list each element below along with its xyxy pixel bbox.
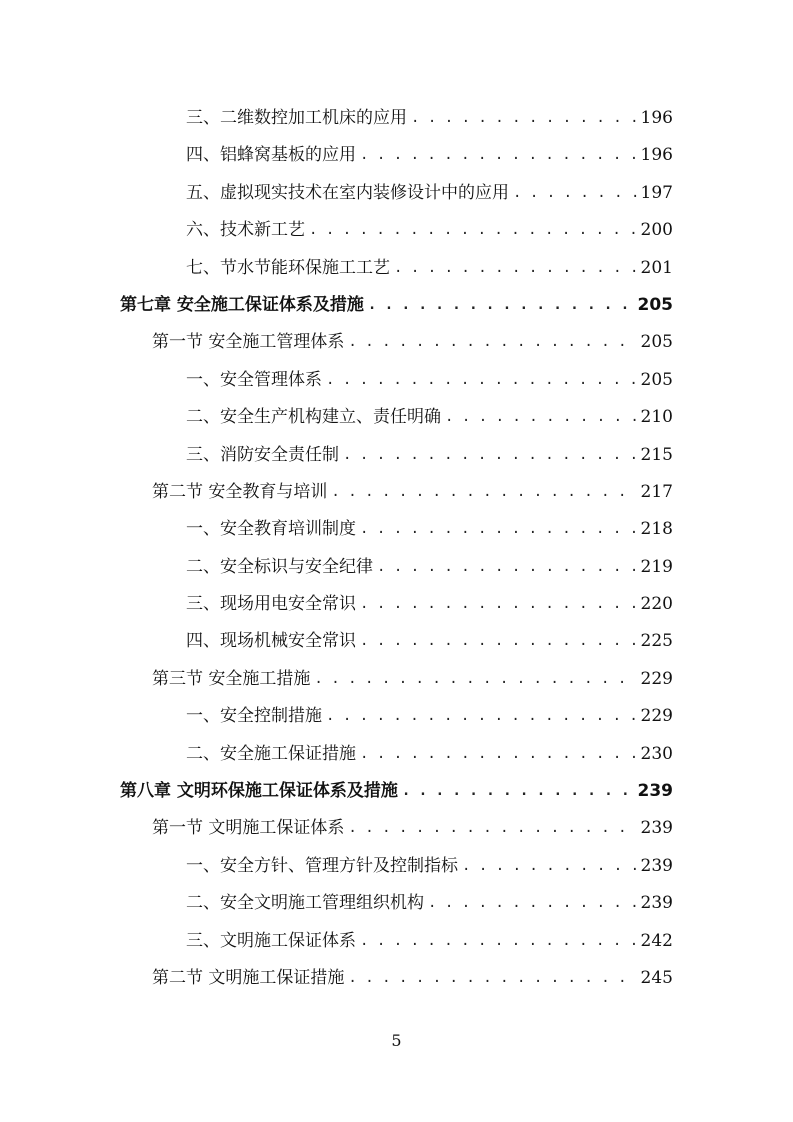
toc-entry-page: 229 (640, 668, 673, 689)
toc-entry[interactable] (0, 437, 793, 474)
table-of-contents (0, 100, 793, 997)
toc-entry[interactable] (0, 511, 793, 548)
toc-entry[interactable] (0, 661, 793, 698)
toc-entry-label: 二、安全标识与安全纪律 (186, 556, 373, 577)
toc-entry-page: 239 (640, 818, 673, 839)
toc-entry-label: 第一节 安全施工管理体系 (152, 332, 345, 353)
toc-entry-page: 215 (640, 444, 673, 465)
toc-entry[interactable] (0, 549, 793, 586)
toc-entry-label: 三、消防安全责任制 (186, 444, 339, 465)
toc-entry[interactable] (0, 885, 793, 922)
toc-entry[interactable] (0, 287, 793, 324)
toc-entry[interactable] (0, 399, 793, 436)
toc-leader-dots (331, 474, 636, 511)
toc-entry-page: 220 (640, 594, 673, 615)
toc-entry[interactable] (0, 250, 793, 287)
toc-entry-label: 第二节 安全教育与培训 (152, 481, 328, 502)
toc-leader-dots (360, 511, 637, 548)
toc-leader-dots (360, 586, 637, 623)
toc-entry[interactable] (0, 137, 793, 174)
toc-entry[interactable] (0, 474, 793, 511)
toc-entry-label: 一、安全方针、管理方针及控制指标 (186, 855, 458, 876)
toc-entry[interactable] (0, 923, 793, 960)
toc-leader-dots (309, 212, 637, 249)
toc-leader-dots (314, 661, 636, 698)
toc-entry-label: 六、技术新工艺 (186, 220, 305, 241)
toc-leader-dots (360, 137, 637, 174)
toc-leader-dots (513, 175, 637, 212)
toc-leader-dots (360, 923, 637, 960)
toc-entry-page: 239 (640, 893, 673, 914)
toc-entry-page: 200 (640, 220, 673, 241)
toc-leader-dots (411, 100, 637, 137)
toc-entry-label: 五、虚拟现实技术在室内装修设计中的应用 (186, 182, 509, 203)
toc-leader-dots (348, 960, 636, 997)
toc-entry-label: 四、铝蜂窝基板的应用 (186, 145, 356, 166)
toc-entry-label: 七、节水节能环保施工工艺 (186, 257, 390, 278)
toc-entry[interactable] (0, 175, 793, 212)
toc-entry-label: 第八章 文明环保施工保证体系及措施 (120, 781, 398, 802)
toc-entry[interactable] (0, 698, 793, 735)
toc-entry-label: 一、安全管理体系 (186, 369, 322, 390)
toc-entry-label: 第七章 安全施工保证体系及措施 (120, 294, 364, 315)
toc-entry[interactable] (0, 362, 793, 399)
toc-entry[interactable] (0, 848, 793, 885)
toc-entry-page: 197 (640, 182, 673, 203)
toc-leader-dots (360, 623, 637, 660)
toc-leader-dots (348, 324, 636, 361)
toc-entry-page: 225 (640, 631, 673, 652)
toc-entry-label: 一、安全教育培训制度 (186, 519, 356, 540)
toc-leader-dots (343, 437, 637, 474)
page-number: 5 (391, 1031, 402, 1050)
toc-entry-page: 217 (640, 481, 673, 502)
toc-entry-label: 三、二维数控加工机床的应用 (186, 108, 407, 128)
toc-entry-label: 三、现场用电安全常识 (186, 594, 356, 615)
toc-entry-page: 210 (640, 407, 673, 428)
toc-entry-page: 201 (640, 257, 673, 278)
toc-entry[interactable] (0, 736, 793, 773)
toc-entry-label: 一、安全控制措施 (186, 706, 322, 727)
toc-leader-dots (445, 399, 637, 436)
toc-entry-page: 229 (640, 706, 673, 727)
toc-entry[interactable] (0, 773, 793, 810)
toc-leader-dots (462, 848, 637, 885)
toc-leader-dots (368, 287, 634, 324)
toc-entry[interactable] (0, 810, 793, 847)
toc-entry-label: 四、现场机械安全常识 (186, 631, 356, 652)
toc-entry[interactable] (0, 324, 793, 361)
toc-entry-label: 第二节 文明施工保证措施 (152, 967, 345, 988)
toc-entry-label: 三、文明施工保证体系 (186, 930, 356, 951)
toc-entry[interactable] (0, 960, 793, 997)
toc-leader-dots (428, 885, 637, 922)
toc-leader-dots (326, 362, 637, 399)
toc-entry-label: 第一节 文明施工保证体系 (152, 818, 345, 839)
toc-entry-page: 239 (640, 855, 673, 876)
toc-leader-dots (377, 549, 637, 586)
toc-entry[interactable] (0, 586, 793, 623)
toc-entry-label: 二、安全生产机构建立、责任明确 (186, 407, 441, 428)
toc-entry-page: 205 (640, 332, 673, 353)
toc-entry-label: 二、安全文明施工管理组织机构 (186, 893, 424, 914)
toc-entry-page: 245 (640, 967, 673, 988)
toc-entry[interactable] (0, 100, 793, 137)
toc-entry-page: 230 (640, 743, 673, 764)
toc-entry-page: 219 (640, 556, 673, 577)
toc-leader-dots (402, 773, 634, 810)
toc-leader-dots (348, 810, 636, 847)
toc-leader-dots (326, 698, 637, 735)
toc-entry-label: 二、安全施工保证措施 (186, 743, 356, 764)
toc-entry-page: 242 (640, 930, 673, 951)
toc-entry-page: 196 (640, 108, 673, 128)
toc-entry-label: 第三节 安全施工措施 (152, 668, 311, 689)
toc-entry[interactable] (0, 623, 793, 660)
toc-entry-page: 196 (640, 145, 673, 166)
toc-leader-dots (360, 736, 637, 773)
toc-entry-page: 239 (637, 781, 673, 802)
toc-entry[interactable] (0, 212, 793, 249)
toc-leader-dots (394, 250, 637, 287)
toc-entry-page: 205 (640, 369, 673, 390)
toc-entry-page: 218 (640, 519, 673, 540)
toc-entry-page: 205 (637, 294, 673, 315)
